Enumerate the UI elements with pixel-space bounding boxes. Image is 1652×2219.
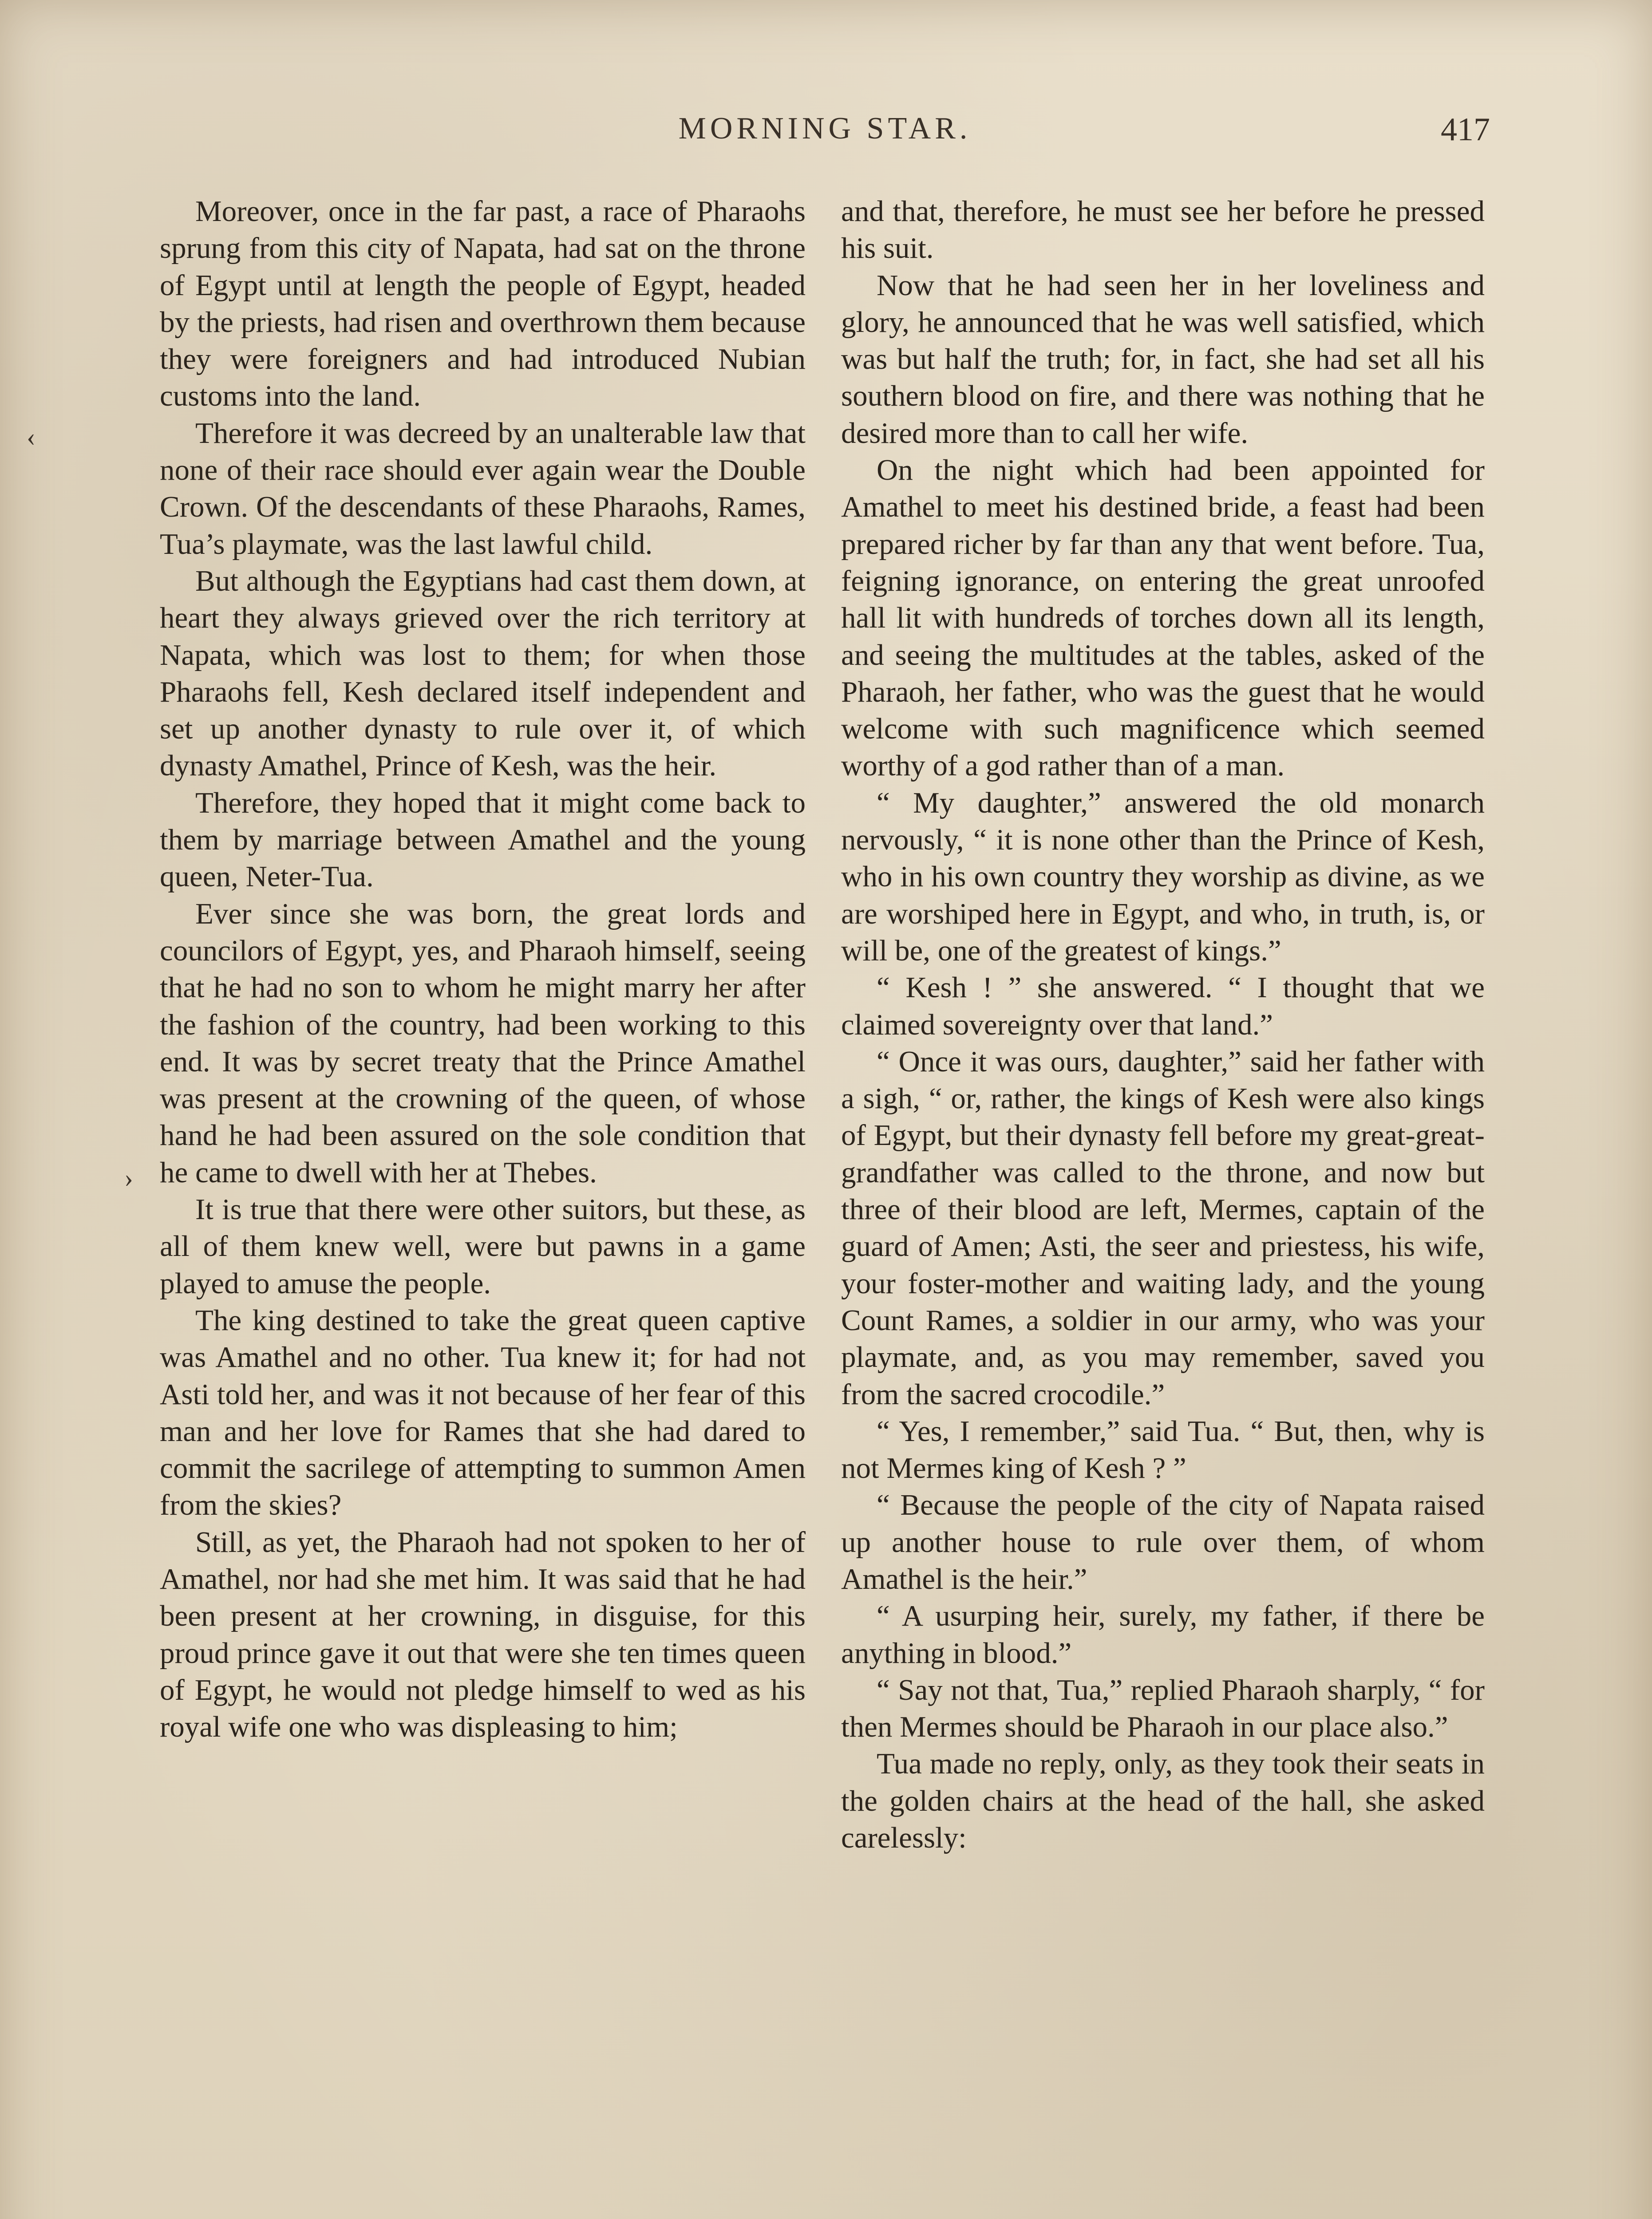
paragraph: Tua made no reply, only, as they took their seats in the golden chairs at the head of the hall, she asked carelessly: bbox=[841, 1747, 1485, 1855]
paragraph: “ Once it was ours, daughter,” said her father with a sigh, “ or, rather, the kings of Kesh were also kings of Egypt, but their dynasty fell before my great-great-grandfather was called to the throne, and now but three of their blood are left, Mermes, captain of the guard of Amen; Asti, the seer and priestess, his wife, your foster-mother and waiting lady, and the young Count Rames, a soldier in our army, who was your playmate, and, as you may remember, saved you from the sacred crocodile.” bbox=[841, 1045, 1485, 1411]
paragraph: But although the Egyptians had cast them down, at heart they always grieved over the rich territory at Napata, which was lost to them; for when those Pharaohs fell, Kesh declared itself independent and set up another dynasty to rule over it, of which dynasty Amathel, Prince of Kesh, was the heir. bbox=[160, 564, 806, 782]
paragraph: On the night which had been appointed for Amathel to meet his destined bride, a feast had been prepared richer by far than any that went before. Tua, feigning ignorance, on entering the great unroofed hall lit with hundreds of torches down all its length, and seeing the multitudes at the tables, asked of the Pharaoh, her father, who was the guest that he would welcome with such magnificence which seemed worthy of a god rather than of a man. bbox=[841, 454, 1485, 782]
running-title: MORNING STAR. bbox=[678, 111, 972, 146]
margin-tick-mark: › bbox=[124, 1163, 133, 1192]
paragraph: “ Because the people of the city of Napata raised up another house to rule over them, of whom Amathel is the heir.” bbox=[841, 1489, 1485, 1595]
paragraph: Still, as yet, the Pharaoh had not spoken to her of Amathel, nor had she met him. It was said that he had been present at her crowning, in disguise, for this proud prince gave it out that were she ten times queen of Egypt, he would not pledge himself to wed as his royal wife one who was displeasing to him; bbox=[160, 1525, 806, 1744]
paragraph: “ My daughter,” answered the old monarch nervously, “ it is none other than the Prince of Kesh, who in his own country they worship as divine, as we are worshiped here in Egypt, and who, in truth, is, or will be, one of the greatest of kings.” bbox=[841, 786, 1485, 967]
paragraph: “ Kesh ! ” she answered. “ I thought that we claimed sovereignty over that land.” bbox=[841, 971, 1485, 1041]
margin-tick-mark: ‹ bbox=[27, 422, 36, 451]
page-number: 417 bbox=[1441, 111, 1490, 148]
paragraph: “ Say not that, Tua,” replied Pharaoh sharply, “ for then Mermes should be Pharaoh in our place also.” bbox=[841, 1673, 1485, 1744]
paragraph: “ Yes, I remember,” said Tua. “ But, then, why is not Mermes king of Kesh ? ” bbox=[841, 1414, 1485, 1485]
left-column bbox=[160, 193, 806, 1745]
paragraph: Therefore, they hoped that it might come back to them by marriage between Amathel and the young queen, Neter-Tua. bbox=[160, 786, 806, 893]
right-column bbox=[841, 193, 1485, 1856]
paragraph: “ A usurping heir, surely, my father, if there be anything in blood.” bbox=[841, 1599, 1485, 1670]
page-header bbox=[160, 111, 1490, 160]
paragraph: Therefore it was decreed by an unalterable law that none of their race should ever again wear the Double Crown. Of the descendants of these Pharaohs, Rames, Tua’s playmate, was the last lawful child. bbox=[160, 416, 806, 561]
paragraph: It is true that there were other suitors, but these, as all of them knew well, were but pawns in a game played to amuse the people. bbox=[160, 1193, 806, 1300]
paragraph: The king destined to take the great queen captive was Amathel and no other. Tua knew it; for had not Asti told her, and was it not because of her fear of this man and her love for Rames that she had dared to commit the sacrilege of attempting to summon Amen from the skies? bbox=[160, 1303, 806, 1522]
paragraph: Moreover, once in the far past, a race of Pharaohs sprung from this city of Napata, had sat on the throne of Egypt until at length the people of Egypt, headed by the priests, had risen and overthrown them because they were foreigners and had introduced Nubian customs into the land. bbox=[160, 195, 806, 413]
paragraph: Ever since she was born, the great lords and councilors of Egypt, yes, and Pharaoh himself, seeing that he had no son to whom he might marry her after the fashion of the country, had been working to this end. It was by secret treaty that the Prince Amathel was present at the crowning of the queen, of whose hand he had been assured on the sole condition that he came to dwell with her at Thebes. bbox=[160, 897, 806, 1189]
paragraph-continuation: and that, therefore, he must see her before he pressed his suit. bbox=[841, 195, 1485, 265]
paragraph: Now that he had seen her in her loveliness and glory, he announced that he was well satisfied, which was but half the truth; for, in fact, she had set all his southern blood on fire, and there was nothing that he desired more than to call her wife. bbox=[841, 268, 1485, 450]
